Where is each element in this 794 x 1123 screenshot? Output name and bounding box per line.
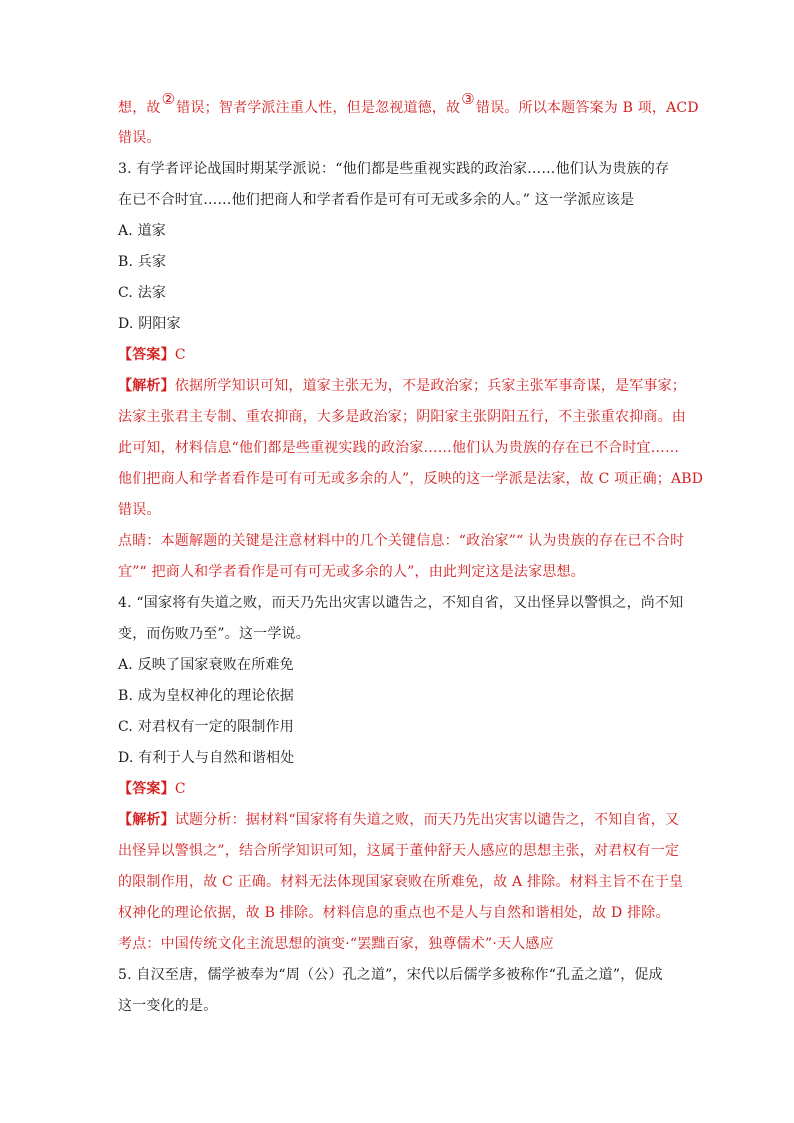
- q4-analysis-line-3: 的限制作用，故 C 正确。材料无法体现国家衰败在所难免，故 A 排除。材料主旨不在于皇: [118, 874, 684, 890]
- q3-option-b: B. 兵家: [118, 254, 167, 270]
- q4-answer-label: 【答案】: [118, 781, 175, 797]
- q3-option-a: A. 道家: [118, 223, 167, 239]
- q4-answer-value: C: [174, 781, 186, 797]
- q4-analysis-label: 【解析】: [118, 812, 175, 828]
- q4-option-b: B. 成为皇权神化的理论依据: [118, 688, 294, 704]
- q4-analysis-line-2: 出怪异以警惧之”，结合所学知识可知，这属于董仲舒天人感应的思想主张，对君权有一定: [118, 843, 680, 859]
- document-page: [118, 90, 704, 1022]
- q4-stem-line-2: 变，而伤败乃至”。这一学说。: [118, 626, 310, 642]
- q4-option-a: A. 反映了国家衰败在所难免: [118, 657, 294, 673]
- q2-text-a: 想，故: [118, 100, 161, 116]
- q5-stem-line-1: 5. 自汉至唐，儒学被奉为“周（公）孔之道”，宋代以后儒学多被称作“孔孟之道”，促成: [118, 967, 663, 983]
- q4-option-c: C. 对君权有一定的限制作用: [118, 719, 294, 735]
- q2-explanation-line-1: [118, 90, 699, 123]
- q4-option-d: D. 有利于人与自然和谐相处: [118, 750, 295, 766]
- circled-number-3: ③: [461, 90, 475, 108]
- q3-note-line-1: 点睛：本题解题的关键是注意材料中的几个关键信息：“政治家”“ 认为贵族的存在已不合时: [118, 533, 685, 549]
- q4-analysis-line-4: 权神化的理论依据，故 B 排除。材料信息的重点也不是人与自然和谐相处，故 D 排除。: [118, 905, 670, 921]
- q4-stem-line-1: 4. “国家将有失道之败，而天乃先出灾害以谴告之，不知自省，又出怪异以警惧之，尚不知: [118, 595, 684, 611]
- q3-answer-value: C: [174, 347, 186, 363]
- q3-analysis-text-1: 依据所学知识可知，道家主张无为，不是政治家；兵家主张军事奇谋，是军事家；: [174, 378, 687, 394]
- q4-analysis-line-1: [118, 805, 678, 836]
- q3-answer-label: 【答案】: [118, 347, 175, 363]
- circled-number-2: ②: [161, 90, 176, 108]
- q5-stem-line-2: 这一变化的是。: [118, 998, 218, 1014]
- q4-note-line-1: 考点：中国传统文化主流思想的演变·“罢黜百家，独尊儒术”·天人感应: [118, 936, 554, 952]
- q3-analysis-line-2: 法家主张君主专制、重农抑商，大多是政治家；阴阳家主张阴阳五行，不主张重农抑商。由: [118, 409, 686, 425]
- q3-analysis-line-4: 他们把商人和学者看作是可有可无或多余的人”，反映的这一学派是法家，故 C 项正确；ABD: [118, 471, 704, 487]
- q2-text-b: 错误；智者学派注重人性，但是忽视道德，故: [176, 100, 461, 116]
- q3-option-d: D. 阴阳家: [118, 316, 181, 332]
- q2-explanation-line-2: 错误。: [118, 130, 161, 146]
- q3-analysis-label: 【解析】: [118, 378, 175, 394]
- q4-analysis-text-1: 试题分析：据材料“国家将有失道之败，而天乃先出灾害以谴告之，不知自省，又: [174, 812, 680, 828]
- q3-note-line-2: 宜”“ 把商人和学者看作是可有可无或多余的人”，由此判定这是法家思想。: [118, 564, 585, 580]
- q3-stem-line-2: 在已不合时宜……他们把商人和学者看作是可有可无或多余的人。” 这一学派应该是: [118, 192, 635, 208]
- q3-analysis-line-5: 错误。: [118, 502, 161, 518]
- q3-analysis-line-3: 此可知，材料信息“他们都是些重视实践的政治家……他们认为贵族的存在已不合时宜……: [118, 440, 680, 456]
- q3-stem-line-1: 3. 有学者评论战国时期某学派说：“他们都是些重视实践的政治家……他们认为贵族的存: [118, 161, 670, 177]
- q3-analysis-line-1: [118, 371, 687, 402]
- q2-text-c: 错误。所以本题答案为 B 项，ACD: [475, 100, 699, 116]
- q3-answer: [118, 340, 678, 371]
- q3-option-c: C. 法家: [118, 285, 167, 301]
- q4-answer: [118, 774, 678, 805]
